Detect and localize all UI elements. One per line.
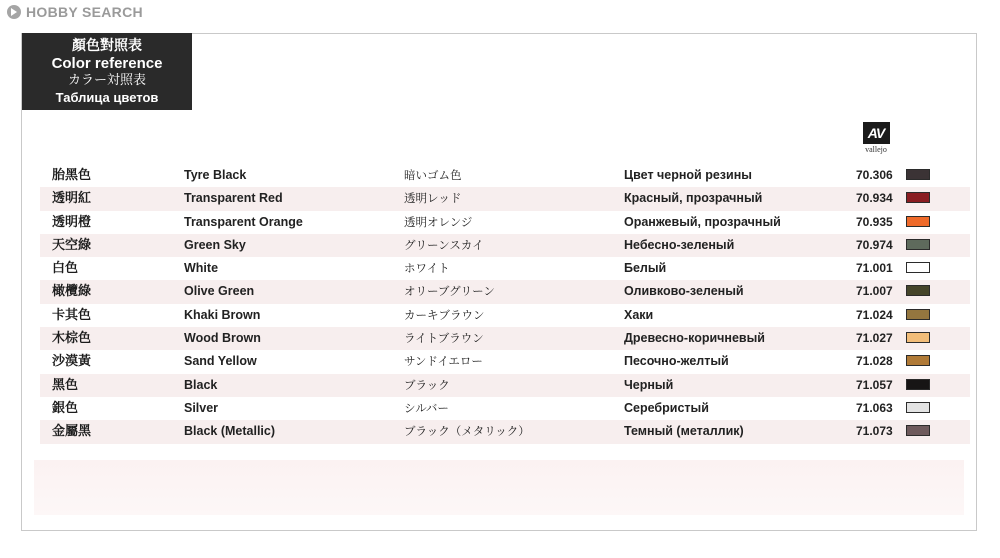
color-name-russian: Древесно-коричневый	[624, 331, 765, 346]
vallejo-logo	[860, 122, 892, 154]
empty-footer-band	[34, 460, 964, 515]
color-row	[40, 164, 970, 187]
color-swatch	[906, 379, 930, 390]
color-name-english: Tyre Black	[184, 168, 247, 182]
color-name-japanese: ブラック（メタリック）	[404, 424, 530, 439]
color-name-russian: Песочно-желтый	[624, 354, 729, 369]
color-code: 71.063	[856, 400, 893, 415]
color-name-chinese: 橄欖綠	[52, 284, 92, 300]
color-code: 71.073	[856, 424, 893, 439]
color-row	[40, 304, 970, 327]
color-code: 71.057	[856, 377, 893, 392]
color-name-japanese: シルバー	[404, 400, 449, 415]
color-name-japanese: グリーンスカイ	[404, 237, 484, 252]
color-name-russian: Небесно-зеленый	[624, 237, 735, 252]
color-name-japanese: ブラック	[404, 377, 450, 392]
color-name-chinese: 胎黑色	[52, 168, 92, 183]
color-row	[40, 374, 970, 397]
color-name-chinese: 黑色	[52, 377, 79, 393]
color-swatch	[906, 285, 930, 296]
color-code: 70.935	[856, 214, 893, 229]
color-name-japanese: オリーブグリーン	[404, 284, 495, 299]
color-name-japanese: 暗いゴム色	[404, 168, 462, 182]
color-name-chinese: 卡其色	[52, 307, 92, 323]
color-name-english: Silver	[184, 400, 219, 415]
color-name-english: Green Sky	[184, 237, 246, 252]
title-english: Color reference	[51, 54, 163, 72]
color-name-english: Sand Yellow	[184, 354, 257, 369]
color-swatch	[906, 262, 930, 273]
color-name-english: White	[184, 261, 219, 276]
color-name-english: Black (Metallic)	[184, 424, 276, 439]
color-name-chinese: 透明紅	[52, 191, 92, 207]
color-name-japanese: サンドイエロー	[404, 354, 483, 369]
color-name-chinese: 銀色	[52, 400, 79, 416]
title-russian: Таблица цветов	[55, 89, 159, 105]
color-name-russian: Белый	[624, 261, 667, 276]
color-row	[40, 187, 970, 210]
color-name-russian: Оливково-зеленый	[624, 284, 744, 299]
color-row	[40, 234, 970, 257]
color-name-russian: Красный, прозрачный	[624, 191, 763, 206]
color-code: 71.024	[856, 307, 893, 322]
color-code: 71.001	[856, 261, 893, 276]
color-name-japanese: 透明オレンジ	[404, 214, 473, 229]
color-swatch	[906, 239, 930, 250]
color-name-chinese: 天空綠	[52, 237, 92, 253]
color-code: 71.027	[856, 331, 893, 346]
color-name-chinese: 金屬黑	[52, 424, 92, 440]
hobby-search-logo-icon	[6, 4, 22, 20]
color-code: 70.934	[856, 191, 893, 206]
color-swatch	[906, 332, 930, 343]
color-row	[40, 327, 970, 350]
watermark	[6, 4, 143, 20]
color-row	[40, 280, 970, 303]
color-swatch	[906, 192, 930, 203]
color-row	[40, 350, 970, 373]
color-name-russian: Цвет черной резины	[624, 168, 752, 182]
color-swatch	[906, 309, 930, 320]
color-swatch	[906, 216, 930, 227]
color-name-russian: Темный (металлик)	[624, 424, 744, 439]
color-swatch	[906, 425, 930, 436]
color-name-japanese: ホワイト	[404, 261, 450, 276]
title-block	[22, 33, 192, 110]
color-row	[40, 257, 970, 280]
color-name-japanese: ライトブラウン	[404, 331, 484, 346]
vallejo-name: vallejo	[865, 145, 887, 154]
color-row	[40, 211, 970, 234]
title-japanese: カラー対照表	[67, 72, 146, 88]
color-code: 70.306	[856, 168, 893, 182]
color-code: 71.028	[856, 354, 893, 369]
color-name-chinese: 木棕色	[52, 331, 92, 347]
color-name-russian: Оранжевый, прозрачный	[624, 214, 781, 229]
color-swatch	[906, 169, 930, 180]
color-name-japanese: カーキブラウン	[404, 307, 485, 322]
vallejo-badge-icon: AV	[863, 122, 890, 144]
color-row	[40, 397, 970, 420]
color-name-chinese: 透明橙	[52, 214, 92, 230]
watermark-text: HOBBY SEARCH	[26, 4, 143, 20]
color-name-chinese: 沙漠黃	[52, 354, 92, 370]
color-name-chinese: 白色	[52, 261, 79, 277]
color-name-english: Black	[184, 377, 218, 392]
color-name-english: Transparent Orange	[184, 214, 303, 229]
color-name-english: Khaki Brown	[184, 307, 261, 322]
color-code: 70.974	[856, 237, 893, 252]
color-swatch	[906, 402, 930, 413]
color-row	[40, 420, 970, 443]
color-code: 71.007	[856, 284, 893, 299]
color-name-russian: Хаки	[624, 307, 654, 322]
color-name-english: Wood Brown	[184, 331, 261, 346]
color-table	[40, 164, 970, 444]
color-swatch	[906, 355, 930, 366]
color-name-russian: Черный	[624, 377, 674, 392]
title-chinese: 顏色對照表	[72, 37, 142, 54]
color-name-japanese: 透明レッド	[404, 191, 462, 206]
color-name-english: Olive Green	[184, 284, 255, 299]
color-name-english: Transparent Red	[184, 191, 283, 206]
color-name-russian: Серебристый	[624, 400, 709, 415]
